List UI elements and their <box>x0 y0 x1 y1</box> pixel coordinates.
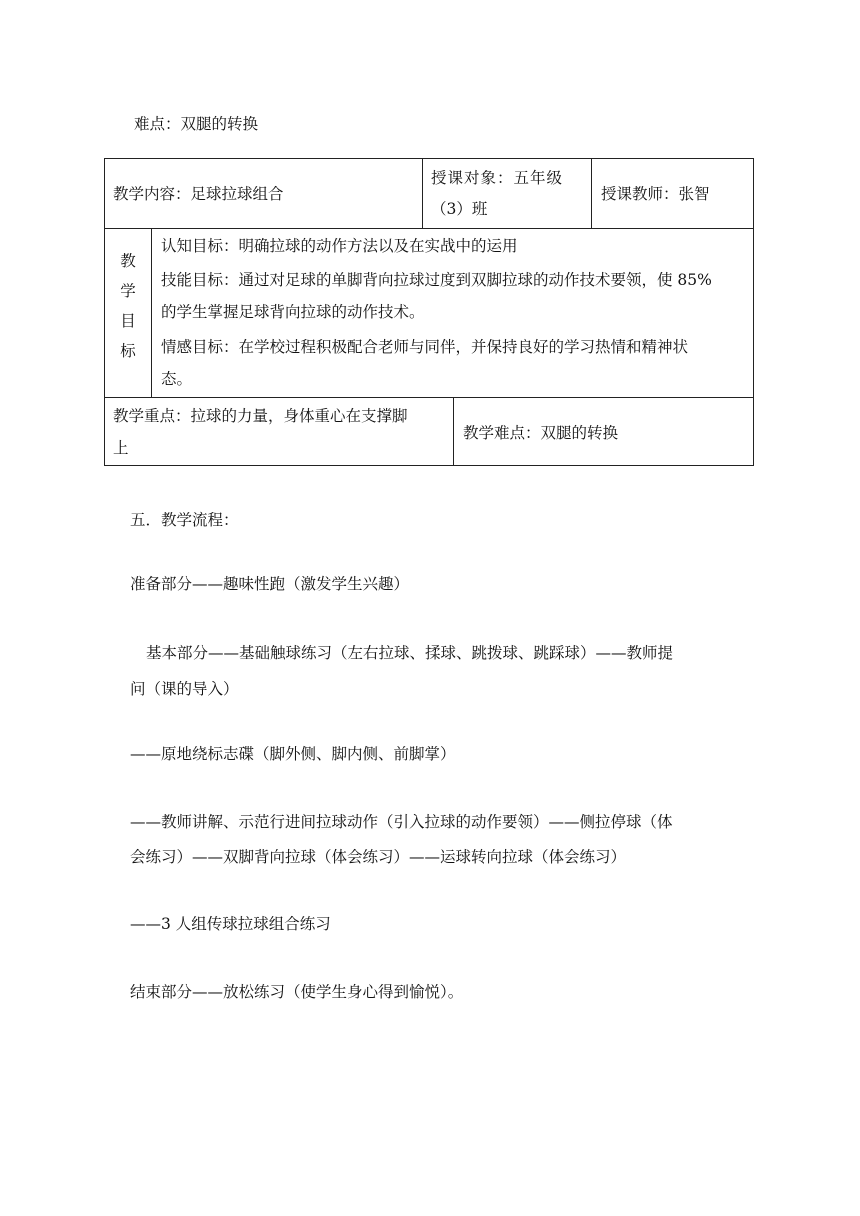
teacher-name: 授课教师：张智 <box>601 185 710 203</box>
row-divider <box>105 228 753 229</box>
column-divider <box>453 397 454 465</box>
flow-basic-line1: 基本部分——基础触球练习（左右拉球、揉球、跳拨球、跳踩球）——教师提 <box>146 644 674 662</box>
flow-end: 结束部分——放松练习（使学生身心得到愉悦）。 <box>130 983 464 1001</box>
cognitive-goal: 认知目标：明确拉球的动作方法以及在实战中的运用 <box>161 237 518 255</box>
flow-heading: 五．教学流程： <box>130 511 239 529</box>
difficulty-note: 难点：双腿的转换 <box>134 115 259 133</box>
flow-step-3-line2: 会练习）——双脚背向拉球（体会练习）——运球转向拉球（体会练习） <box>130 848 627 866</box>
goals-label-char: 标 <box>120 342 136 360</box>
goals-label-char: 学 <box>120 282 136 300</box>
difficulty-point: 教学难点：双腿的转换 <box>463 424 619 442</box>
goals-label <box>105 246 151 366</box>
column-divider <box>151 228 152 397</box>
flow-step-4: ——3 人组传球拉球组合练习 <box>130 915 331 933</box>
key-point-line1: 教学重点：拉球的力量，身体重心在支撑脚 <box>113 407 408 425</box>
flow-step-2: ——原地绕标志碟（脚外侧、脚内侧、前脚掌） <box>130 745 456 763</box>
column-divider <box>591 159 592 228</box>
flow-basic-line2: 问（课的导入） <box>130 680 239 698</box>
key-point-line2: 上 <box>113 439 129 457</box>
lesson-plan-table <box>104 158 754 466</box>
flow-prep: 准备部分——趣味性跑（激发学生兴趣） <box>130 575 410 593</box>
class-target-line2: （3）班 <box>431 200 488 218</box>
affective-goal-line1: 情感目标：在学校过程积极配合老师与同伴，并保持良好的学习热情和精神状 <box>161 338 689 356</box>
goals-label-char: 教 <box>120 252 136 270</box>
column-divider <box>422 159 423 228</box>
class-target-line1: 授课对象：五年级 <box>431 169 564 187</box>
affective-goal-line2: 态。 <box>161 370 193 388</box>
row-divider <box>105 397 753 398</box>
teaching-content: 教学内容：足球拉球组合 <box>113 185 284 203</box>
skill-goal-line1: 技能目标：通过对足球的单脚背向拉球过度到双脚拉球的动作技术要领，使 85% <box>161 271 712 289</box>
goals-label-char: 目 <box>120 312 136 330</box>
skill-goal-line2: 的学生掌握足球背向拉球的动作技术。 <box>161 303 425 321</box>
flow-step-3-line1: ——教师讲解、示范行进间拉球动作（引入拉球的动作要领）——侧拉停球（体 <box>130 813 673 831</box>
